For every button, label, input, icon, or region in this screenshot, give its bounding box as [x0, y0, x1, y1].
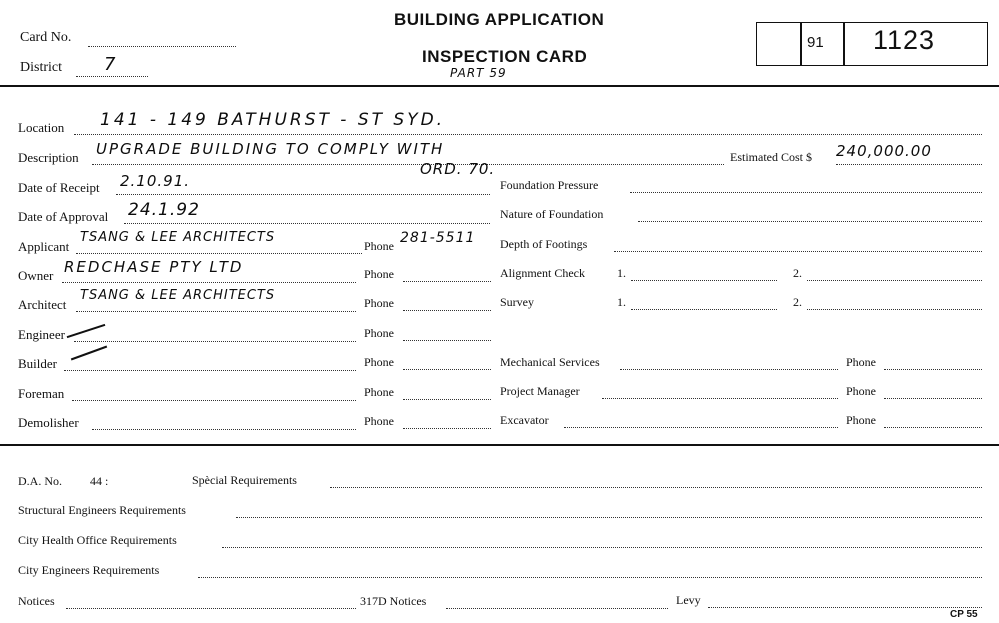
demolisher-phone-label: Phone — [364, 414, 394, 428]
alignment-label: Alignment Check — [500, 266, 585, 280]
card-no-label: Card No. — [20, 30, 72, 45]
nature-foundation-line[interactable] — [638, 221, 982, 222]
owner-phone-line[interactable] — [403, 281, 491, 282]
applicant-label: Applicant — [18, 239, 70, 254]
mechanical-phone-line[interactable] — [884, 369, 982, 370]
health-label: City Health Office Requirements — [18, 533, 177, 547]
district-line[interactable] — [76, 76, 148, 77]
survey-line-1[interactable] — [631, 309, 777, 310]
owner-label: Owner — [18, 268, 54, 283]
notices-line[interactable] — [66, 608, 356, 609]
builder-line[interactable] — [64, 370, 356, 371]
box-prefix: 91 — [807, 34, 824, 51]
middle-rule — [0, 444, 999, 446]
nature-foundation-label: Nature of Foundation — [500, 207, 604, 221]
depth-footings-line[interactable] — [614, 251, 982, 252]
applicant-line[interactable] — [76, 253, 362, 254]
applicant-phone-value: 281-5511 — [400, 230, 476, 246]
alignment-num-1: 1. — [617, 266, 626, 280]
district-label: District — [20, 60, 62, 75]
date-approval-value: 24.1.92 — [128, 200, 200, 220]
mechanical-line[interactable] — [620, 369, 838, 370]
date-receipt-value: 2.10.91. — [120, 172, 191, 190]
structural-line[interactable] — [236, 517, 982, 518]
excavator-phone-line[interactable] — [884, 427, 982, 428]
alignment-line-1[interactable] — [631, 280, 777, 281]
owner-phone-label: Phone — [364, 267, 394, 281]
engineer-label: Engineer — [18, 327, 65, 342]
estimated-cost-line[interactable] — [836, 164, 982, 165]
applicant-value: TSANG & LEE ARCHITECTS — [80, 230, 276, 245]
city-engineers-label: City Engineers Requirements — [18, 563, 160, 577]
title-line-2: INSPECTION CARD — [422, 47, 588, 66]
project-manager-phone-line[interactable] — [884, 398, 982, 399]
date-approval-label: Date of Approval — [18, 209, 109, 224]
box-number: 1123 — [873, 25, 936, 55]
location-label: Location — [18, 120, 65, 135]
notices-label: Notices — [18, 594, 55, 608]
card-no-line[interactable] — [88, 46, 236, 47]
applicant-phone-label: Phone — [364, 239, 394, 253]
district-value: 7 — [104, 54, 119, 75]
builder-label: Builder — [18, 356, 57, 371]
notices-317d-line[interactable] — [446, 608, 668, 609]
builder-dash-mark — [71, 346, 107, 361]
estimated-cost-value: 240,000.00 — [836, 142, 932, 160]
foreman-phone-line[interactable] — [403, 399, 491, 400]
date-approval-line[interactable] — [124, 223, 490, 224]
builder-phone-label: Phone — [364, 355, 394, 369]
owner-line[interactable] — [62, 282, 356, 283]
excavator-phone-label: Phone — [846, 413, 876, 427]
demolisher-phone-line[interactable] — [403, 428, 491, 429]
project-manager-label: Project Manager — [500, 384, 580, 398]
form-code: CP 55 — [950, 609, 978, 620]
estimated-cost-label: Estimated Cost $ — [730, 150, 812, 164]
notices-317d-label: 317D Notices — [360, 594, 427, 608]
project-manager-phone-label: Phone — [846, 384, 876, 398]
architect-label: Architect — [18, 297, 67, 312]
mechanical-label: Mechanical Services — [500, 355, 600, 369]
architect-line[interactable] — [76, 311, 356, 312]
location-value: 141 - 149 BATHURST - ST SYD. — [100, 110, 446, 130]
da-value: 44 : — [90, 474, 109, 488]
special-requirements-line[interactable] — [330, 487, 982, 488]
alignment-num-2: 2. — [793, 266, 802, 280]
architect-value: TSANG & LEE ARCHITECTS — [80, 288, 276, 303]
special-requirements-label: Spècial Requirements — [192, 473, 297, 487]
builder-phone-line[interactable] — [403, 369, 491, 370]
project-manager-line[interactable] — [602, 398, 838, 399]
location-line[interactable] — [74, 134, 982, 135]
foreman-line[interactable] — [72, 400, 356, 401]
survey-num-1: 1. — [617, 295, 626, 309]
demolisher-label: Demolisher — [18, 415, 79, 430]
da-label: D.A. No. — [18, 474, 62, 488]
box-divider-2 — [843, 23, 845, 65]
survey-label: Survey — [500, 295, 534, 309]
handwritten-note: PART 59 — [450, 66, 507, 80]
header-rule — [0, 85, 999, 87]
date-receipt-label: Date of Receipt — [18, 180, 100, 195]
health-line[interactable] — [222, 547, 982, 548]
engineer-line[interactable] — [74, 341, 356, 342]
description-label: Description — [18, 150, 79, 165]
date-receipt-line[interactable] — [116, 194, 490, 195]
levy-label: Levy — [676, 593, 701, 607]
excavator-line[interactable] — [564, 427, 838, 428]
description-value-2: ORD. 70. — [420, 160, 496, 178]
foreman-phone-label: Phone — [364, 385, 394, 399]
architect-phone-label: Phone — [364, 296, 394, 310]
excavator-label: Excavator — [500, 413, 549, 427]
engineer-dash-mark — [67, 324, 106, 338]
foundation-pressure-label: Foundation Pressure — [500, 178, 599, 192]
mechanical-phone-label: Phone — [846, 355, 876, 369]
owner-value: REDCHASE PTY LTD — [64, 258, 244, 276]
alignment-line-2[interactable] — [807, 280, 982, 281]
foreman-label: Foreman — [18, 386, 65, 401]
title-line-1: BUILDING APPLICATION — [394, 10, 605, 29]
description-line[interactable] — [92, 164, 724, 165]
box-divider-1 — [800, 23, 802, 65]
architect-phone-line[interactable] — [403, 310, 491, 311]
engineer-phone-line[interactable] — [403, 340, 491, 341]
survey-line-2[interactable] — [807, 309, 982, 310]
engineer-phone-label: Phone — [364, 326, 394, 340]
demolisher-line[interactable] — [92, 429, 356, 430]
structural-label: Structural Engineers Requirements — [18, 503, 186, 517]
survey-num-2: 2. — [793, 295, 802, 309]
levy-line[interactable] — [708, 607, 982, 608]
description-value: UPGRADE BUILDING TO COMPLY WITH — [96, 140, 445, 158]
city-engineers-line[interactable] — [198, 577, 982, 578]
foundation-pressure-line[interactable] — [630, 192, 982, 193]
card-number-box — [756, 22, 988, 66]
depth-footings-label: Depth of Footings — [500, 237, 588, 251]
